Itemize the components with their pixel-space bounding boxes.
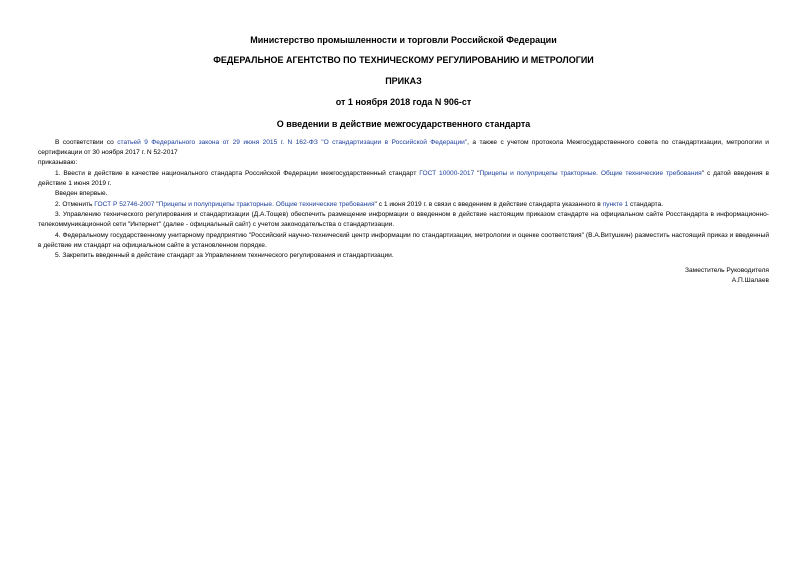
item-1-paragraph [38, 169, 769, 189]
standard-title-link-1[interactable]: Прицепы и полуприцепы тракторные. Общие технические требования [479, 169, 702, 177]
standard-title-link-2[interactable]: Прицепы и полуприцепы тракторные. Общие технические требования [158, 200, 375, 208]
item-1-reference-link[interactable]: пункте 1 [602, 200, 629, 208]
item-1-text-end: " с датой введения в действие 1 июня 2019 г. [38, 169, 769, 187]
gost-10000-2017-link[interactable]: ГОСТ 10000-2017 [419, 169, 475, 177]
signatory-position: Заместитель Руководителя [685, 267, 769, 274]
preamble-paragraph [38, 138, 769, 158]
item-4-paragraph: 4. Федеральному государственному унитарному предприятию "Российский научно-технический центр информации по стандартизации, метрологии и оценке соответствия" (В.А.Витушкин) разместить настоящий приказ и введенный в действие им стандарт на официальном сайте в установленном порядке. [38, 231, 769, 249]
preamble-text-end: , а также с учетом протокола Межгосударственного совета по стандартизации, метрологии и сертификации от 30 ноября 2017 г. N 52-2017 [38, 139, 769, 156]
item-1-quote-open: " [474, 169, 480, 177]
order-word: приказываю: [38, 159, 78, 166]
item-3-paragraph: 3. Управлению технического регулирования и стандартизации (Д.А.Тощев) обеспечить размещение информации о введенном в действие настоящим приказом стандарте на официальном сайте Росстандарта в информационно-телекоммуникационной сети "Интернет" (далее - официальный сайт) с учетом законодательства о стандартизации. [38, 211, 769, 228]
item-2-quote-open: " [154, 200, 159, 208]
signature-block [38, 266, 769, 286]
preamble-text-start: В соответствии со [55, 139, 118, 146]
item-2-text-start: 2. Отменить [55, 200, 95, 208]
law-article-link[interactable]: статьей 9 Федерального закона от 29 июня 2015 г. N 162-ФЗ "О стандартизации в Российской Федерации" [117, 139, 468, 146]
item-5-paragraph: 5. Закрепить введенный в действие стандарт за Управлением технического регулирования и стандартизации. [55, 252, 394, 259]
gost-r-52746-2007-link[interactable]: ГОСТ Р 52746-2007 [94, 200, 155, 208]
item-2-text-middle: " с 1 июня 2019 г. в связи с введением в действие стандарта указанного в [374, 200, 603, 208]
signatory-name: А.П.Шалаев [731, 277, 769, 284]
document-date-number: от 1 ноября 2018 года N 906-ст [335, 97, 472, 107]
ministry-title: Министерство промышленности и торговли Российской Федерации [250, 35, 557, 45]
agency-title: ФЕДЕРАЛЬНОЕ АГЕНТСТВО ПО ТЕХНИЧЕСКОМУ РЕГУЛИРОВАНИЮ И МЕТРОЛОГИИ [213, 55, 594, 65]
document-type: ПРИКАЗ [385, 76, 422, 86]
item-1-text-start: 1. Ввести в действие в качестве национального стандарта Российской Федерации межгосударственный стандарт [55, 169, 420, 177]
document-body [38, 138, 769, 261]
item-2-text-end: стандарта. [628, 200, 664, 208]
introduced-first-note: Введен впервые. [55, 190, 108, 197]
item-2-paragraph [38, 200, 769, 210]
document-subject: О введении в действие межгосударственного стандарта [276, 119, 531, 129]
